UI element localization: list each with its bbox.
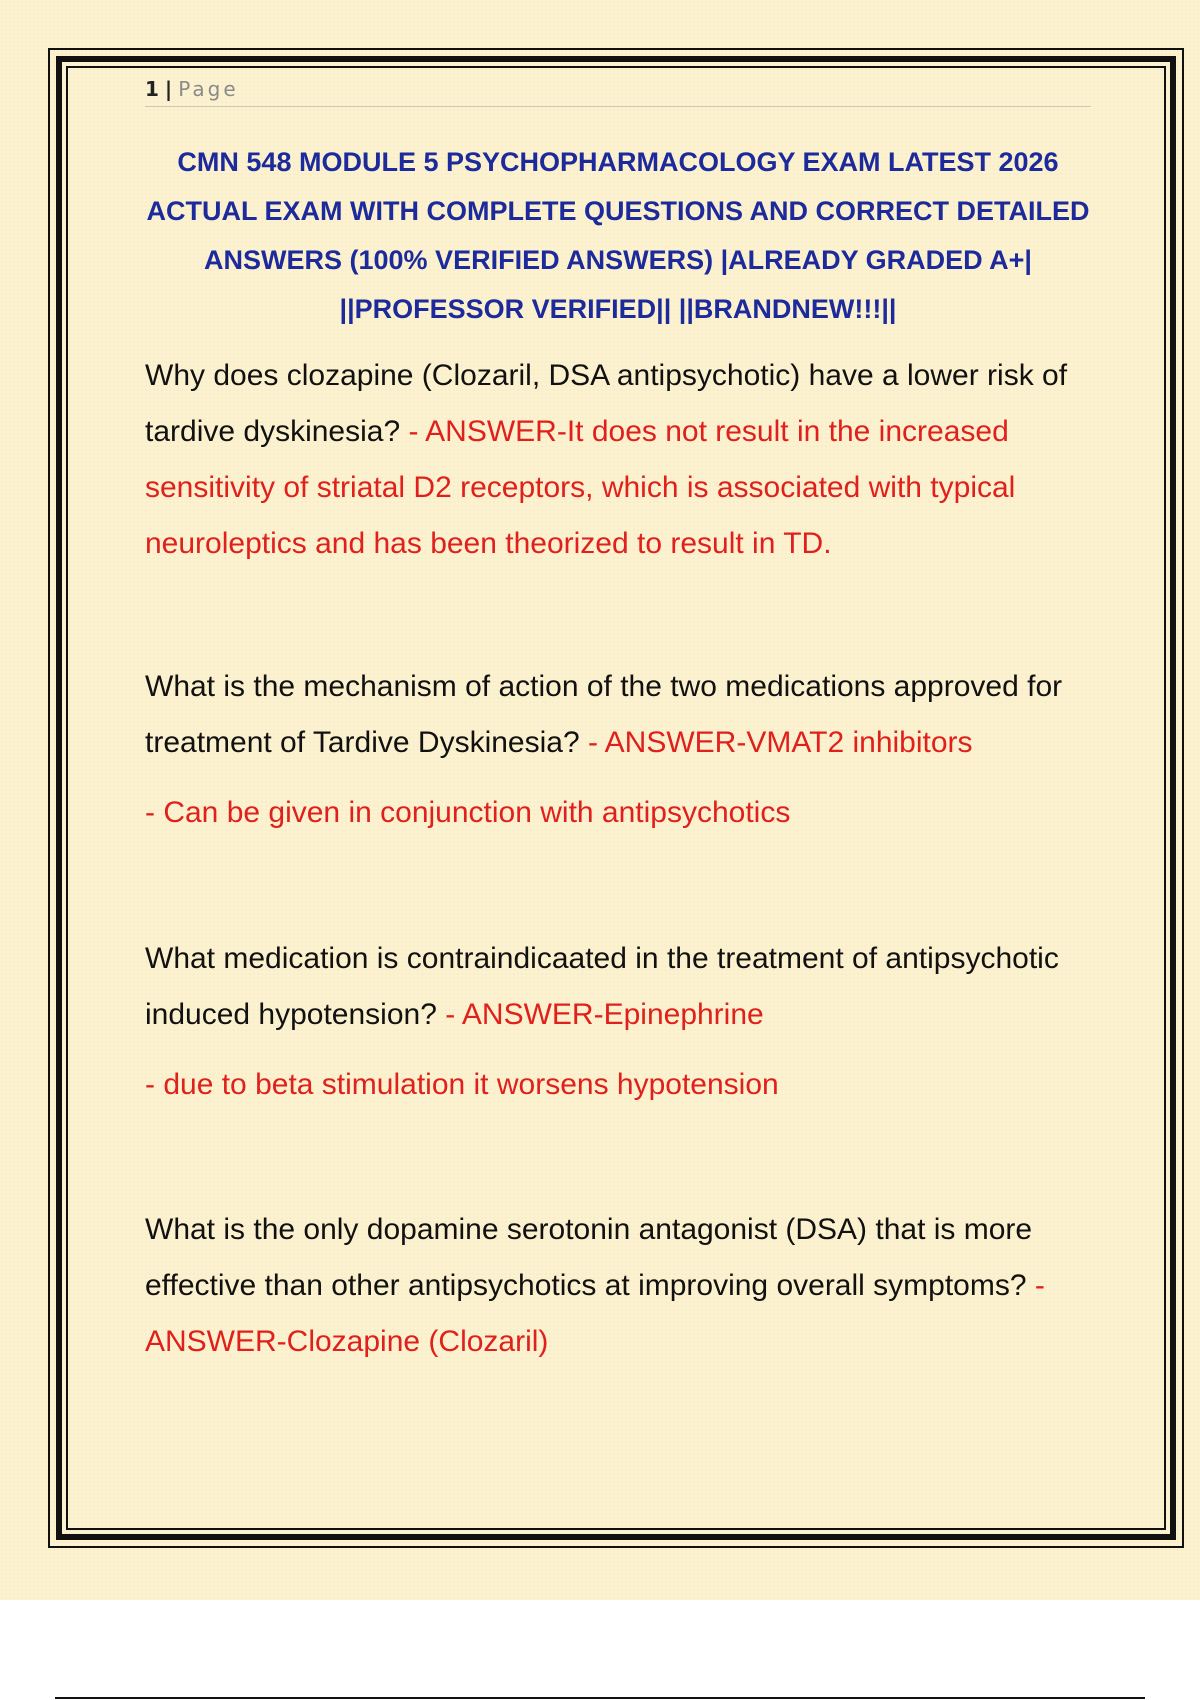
answer-note: - Can be given in conjunction with antipsychotics xyxy=(145,796,791,829)
question-text: What is the mechanism of action of the two medications approved for treatment of Tardive Dyskinesia? xyxy=(145,670,1063,759)
next-page-border xyxy=(55,1697,1145,1699)
page-separator: | xyxy=(164,77,173,101)
qa-paragraph xyxy=(145,1202,1095,1370)
answer-text: - ANSWER-It does not result in the increased sensitivity of striatal D2 receptors, which is associated with typical neuroleptics and has been theorized to result in TD. xyxy=(145,415,1016,560)
qa-item xyxy=(145,1202,1095,1370)
answer-text: - ANSWER-Clozapine (Clozaril) xyxy=(145,1269,1045,1358)
answer-text: - ANSWER-Epinephrine xyxy=(445,998,764,1031)
page-label: Page xyxy=(178,77,239,101)
qa-item xyxy=(145,931,1095,1113)
page-number: 1 xyxy=(145,77,159,101)
qa-paragraph xyxy=(145,659,1095,771)
document-title: CMN 548 MODULE 5 PSYCHOPHARMACOLOGY EXAM LATEST 2026 ACTUAL EXAM WITH COMPLETE QUESTIONS AND CORRECT DETAILED ANSWERS (100% VERIFIED ANSWERS) |ALREADY GRADED A+| ||PROFESSOR VERIFIED|| ||BRANDNEW!!!|| xyxy=(146,147,1090,324)
qa-item xyxy=(145,348,1095,572)
question-text: What is the only dopamine serotonin antagonist (DSA) that is more effective than other antipsychotics at improving overall symptoms? xyxy=(145,1213,1033,1302)
question-text: What medication is contraindicaated in the treatment of antipsychotic induced hypotension? xyxy=(145,942,1059,1031)
question-text: Why does clozapine (Clozaril, DSA antipsychotic) have a lower risk of tardive dyskinesia? xyxy=(145,359,1068,448)
qa-item xyxy=(145,659,1095,841)
page-header xyxy=(145,74,1091,107)
answer-note: - due to beta stimulation it worsens hypotension xyxy=(145,1068,779,1101)
qa-paragraph xyxy=(145,348,1095,572)
qa-paragraph xyxy=(145,931,1095,1043)
answer-text: - ANSWER-VMAT2 inhibitors xyxy=(588,726,973,759)
